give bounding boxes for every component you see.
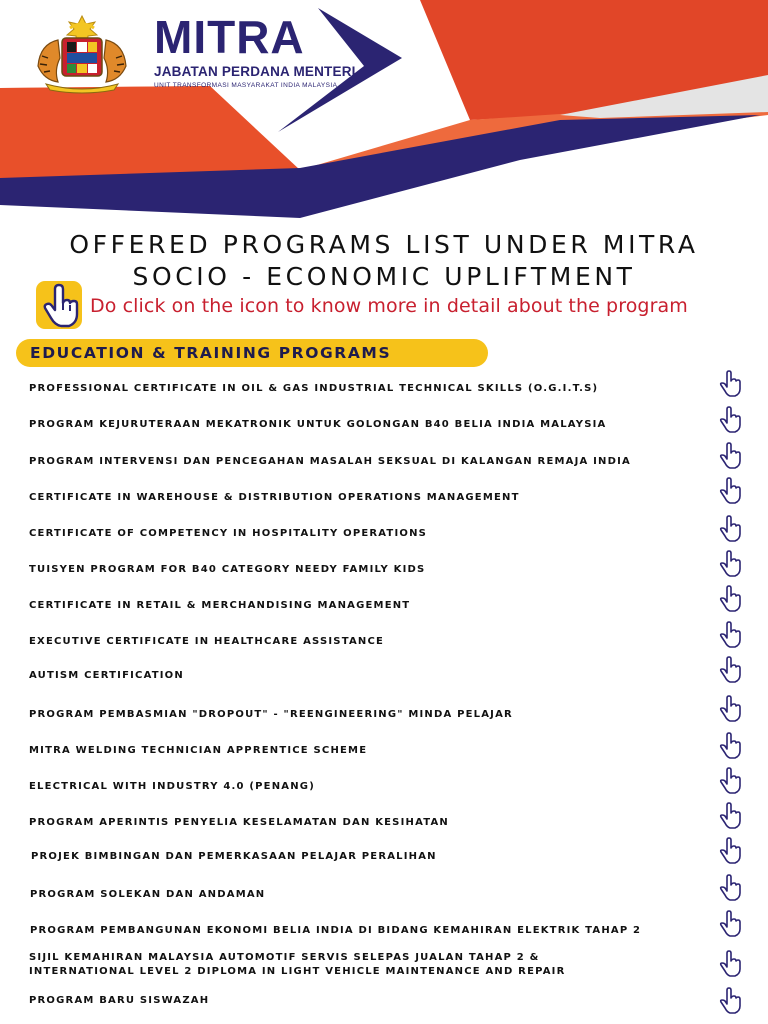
pointing-hand-icon[interactable] <box>718 873 744 901</box>
program-item: PROGRAM PEMBASMIAN "DROPOUT" - "REENGINEERING" MINDA PELAJAR <box>29 709 513 720</box>
chevron-right-icon <box>270 8 410 132</box>
pointing-hand-icon[interactable] <box>718 405 744 433</box>
program-item: PROGRAM APERINTIS PENYELIA KESELAMATAN DAN KESIHATAN <box>29 817 449 828</box>
program-item: TUISYEN PROGRAM FOR B40 CATEGORY NEEDY FAMILY KIDS <box>29 564 426 575</box>
program-item: CERTIFICATE IN WAREHOUSE & DISTRIBUTION OPERATIONS MANAGEMENT <box>29 492 520 503</box>
section-label: EDUCATION & TRAINING PROGRAMS <box>30 344 392 362</box>
pointing-hand-icon <box>36 281 82 329</box>
malaysia-coat-of-arms-icon <box>26 12 138 94</box>
brand-name: MITRA <box>154 11 305 63</box>
program-item: PROJEK BIMBINGAN DAN PEMERKASAAN PELAJAR PERALIHAN <box>31 851 437 862</box>
program-item: EXECUTIVE CERTIFICATE IN HEALTHCARE ASSISTANCE <box>29 636 385 647</box>
hint-text: Do click on the icon to know more in detail about the program <box>90 295 688 317</box>
program-item: PROGRAM INTERVENSI DAN PENCEGAHAN MASALAH SEKSUAL DI KALANGAN REMAJA INDIA <box>29 456 631 467</box>
pointing-hand-icon[interactable] <box>718 441 744 469</box>
pointing-hand-icon[interactable] <box>718 694 744 722</box>
program-item: MITRA WELDING TECHNICIAN APPRENTICE SCHEME <box>29 745 368 756</box>
pointing-hand-icon[interactable] <box>718 731 744 759</box>
program-item: SIJIL KEMAHIRAN MALAYSIA AUTOMOTIF SERVIS SELEPAS JUALAN TAHAP 2 & <box>29 952 540 963</box>
program-item: AUTISM CERTIFICATION <box>29 670 184 681</box>
pointing-hand-icon[interactable] <box>718 620 744 648</box>
program-item: CERTIFICATE IN RETAIL & MERCHANDISING MANAGEMENT <box>29 600 411 611</box>
pointing-hand-icon[interactable] <box>718 369 744 397</box>
program-item: PROGRAM PEMBANGUNAN EKONOMI BELIA INDIA DI BIDANG KEMAHIRAN ELEKTRIK TAHAP 2 <box>30 925 642 936</box>
page-title-line-1: OFFERED PROGRAMS LIST UNDER MITRA <box>69 230 699 259</box>
pointing-hand-icon[interactable] <box>718 801 744 829</box>
program-item: ELECTRICAL WITH INDUSTRY 4.0 (PENANG) <box>29 781 315 792</box>
program-item: CERTIFICATE OF COMPETENCY IN HOSPITALITY OPERATIONS <box>29 528 428 539</box>
program-item: PROGRAM KEJURUTERAAN MEKATRONIK UNTUK GOLONGAN B40 BELIA INDIA MALAYSIA <box>29 419 607 430</box>
program-item: PROFESSIONAL CERTIFICATE IN OIL & GAS INDUSTRIAL TECHNICAL SKILLS (O.G.I.T.S) <box>29 383 599 394</box>
pointing-hand-icon[interactable] <box>718 836 744 864</box>
pointing-hand-icon[interactable] <box>718 584 744 612</box>
pointing-hand-icon[interactable] <box>718 655 744 683</box>
pointing-hand-icon[interactable] <box>718 766 744 794</box>
brand-subtitle: JABATAN PERDANA MENTERI <box>154 64 356 79</box>
page-title-line-2: SOCIO - ECONOMIC UPLIFTMENT <box>132 262 636 291</box>
pointing-hand-icon[interactable] <box>718 986 744 1014</box>
pointing-hand-icon[interactable] <box>718 514 744 542</box>
pointing-hand-icon[interactable] <box>718 476 744 504</box>
program-item: PROGRAM BARU SISWAZAH <box>29 995 210 1006</box>
program-item-continued: INTERNATIONAL LEVEL 2 DIPLOMA IN LIGHT VEHICLE MAINTENANCE AND REPAIR <box>29 966 566 977</box>
pointing-hand-icon[interactable] <box>718 909 744 937</box>
pointing-hand-icon[interactable] <box>718 549 744 577</box>
program-item: PROGRAM SOLEKAN DAN ANDAMAN <box>30 889 266 900</box>
pointing-hand-icon[interactable] <box>718 949 744 977</box>
brand-tagline: UNIT TRANSFORMASI MASYARAKAT INDIA MALAYSIA <box>154 82 338 89</box>
